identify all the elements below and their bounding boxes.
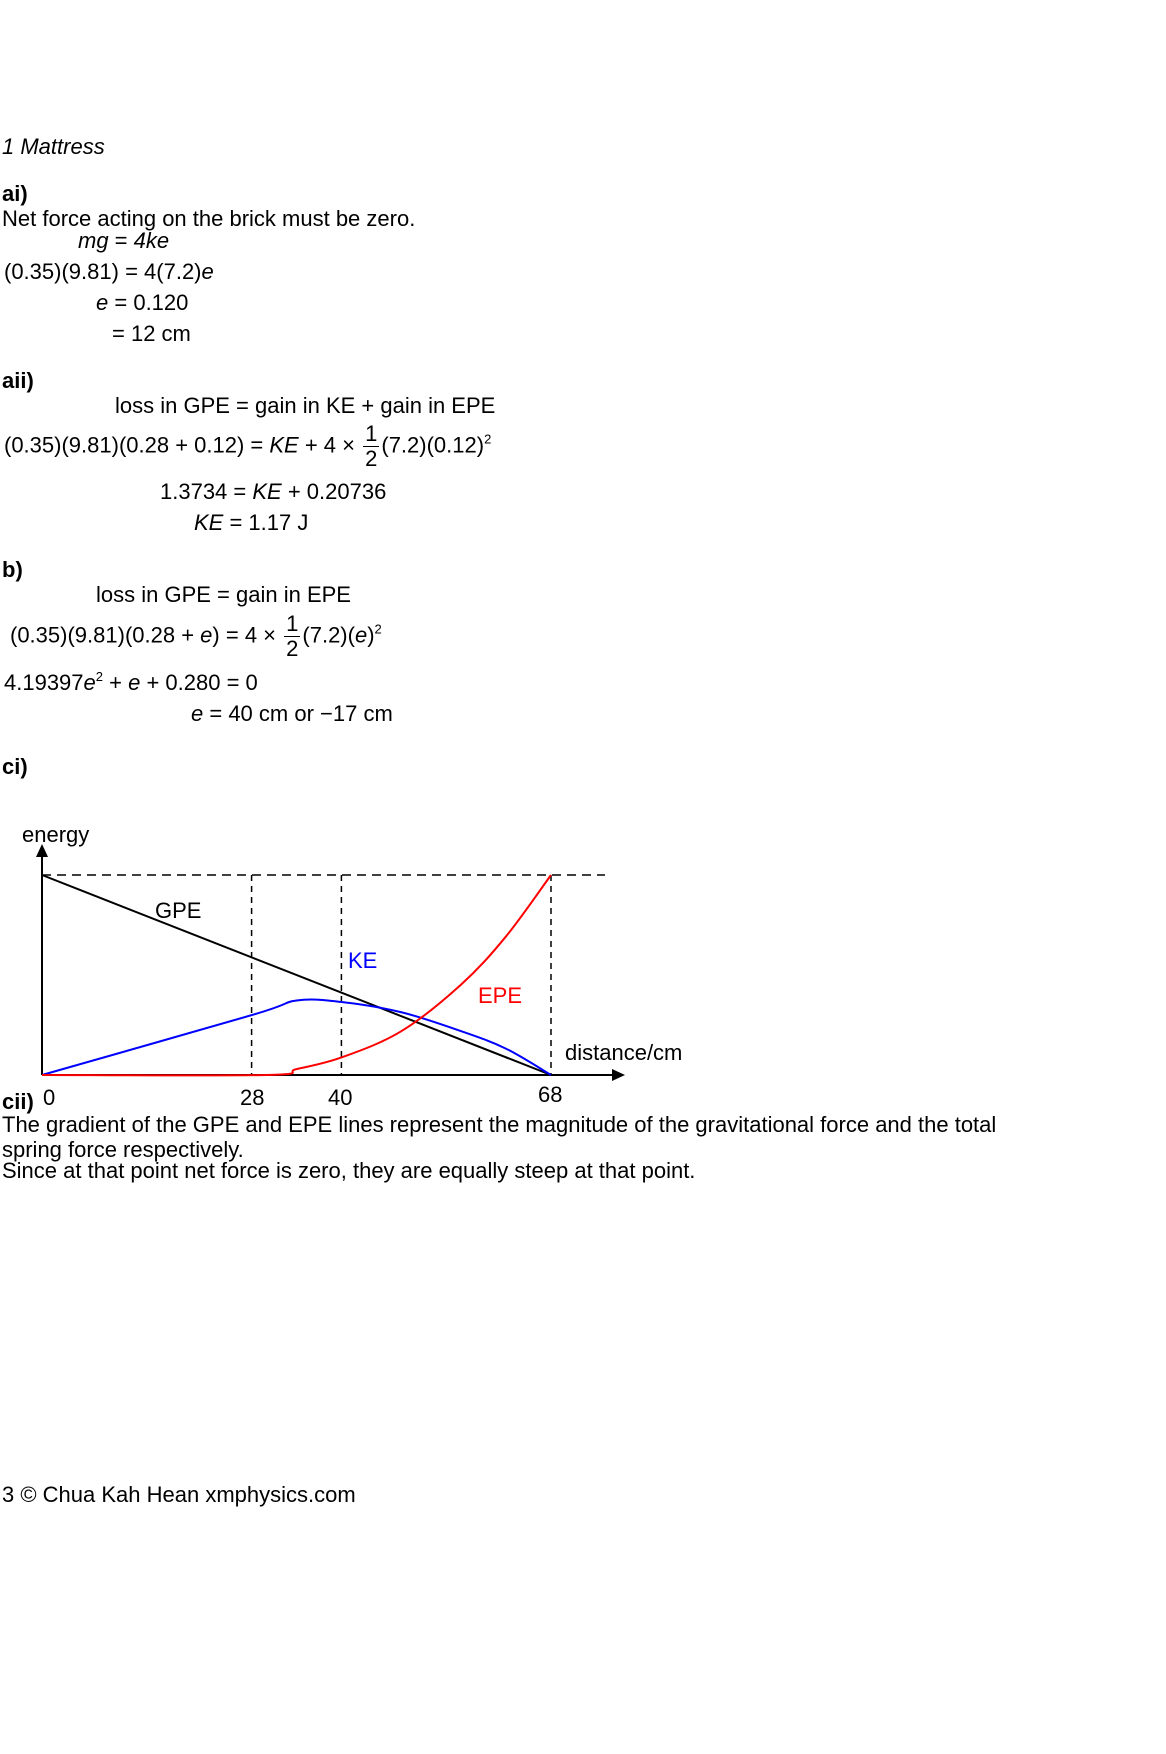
b-equation-1: loss in GPE = gain in EPE [96, 582, 351, 607]
y-axis-label: energy [22, 822, 90, 847]
b-equation-4: e = 40 cm or −17 cm [191, 701, 393, 726]
cii-paragraph-2: Since at that point net force is zero, they are equally steep at that point. [2, 1158, 696, 1183]
b-fraction: $\frac{1}{2}$ [286, 611, 299, 661]
x-axis-label: distance/cm [565, 1040, 683, 1065]
ke-label: KE [348, 948, 378, 973]
document-title: 1 Mattress [2, 134, 105, 159]
gpe-label: GPE [155, 898, 202, 923]
section-ai-label: ai) [2, 181, 28, 206]
x-tick-label-40: 40 [328, 1085, 353, 1110]
section-cii-label: cii) [2, 1089, 34, 1114]
energy-distance-graph [0, 800, 760, 1150]
b-equation-3: $4.19397e^2 + e + 0.280 = 0$ [4, 669, 258, 695]
aii-equation-4: KE = 1.17 J [194, 510, 309, 535]
section-ci-label: ci) [2, 754, 28, 779]
ai-statement: Net force acting on the brick must be zero. [2, 206, 416, 231]
x-tick-label-68: 68 [538, 1082, 563, 1107]
aii-equation-2: (0.35)(9.81)(0.28 + 0.12) = KE + 4 × $\frac{1}{2}$ $(7.2)(0.12)^2$ [4, 421, 492, 471]
x-tick-label-0: 0 [43, 1085, 56, 1110]
ai-equation-3: e = 0.120 [96, 290, 189, 315]
ai-equation-4: = 12 cm [112, 321, 191, 346]
cii-paragraph-1: The gradient of the GPE and EPE lines represent the magnitude of the gravitational force and the total spring force respectively. [2, 1112, 997, 1162]
b-equation-2: (0.35)(9.81)(0.28 + e) = 4 × $\frac{1}{2}$ $(7.2)(e)^2$ [10, 611, 382, 661]
aii-equation-3: 1.3734 = KE + 0.20736 [160, 479, 387, 504]
ai-equation-2: (0.35)(9.81) = 4(7.2)e [4, 259, 214, 284]
x-tick-label-28: 28 [240, 1085, 265, 1110]
x-axis-arrowhead [612, 1069, 625, 1081]
aii-fraction: $\frac{1}{2}$ [365, 421, 378, 471]
section-aii-label: aii) [2, 368, 34, 393]
aii-equation-1: loss in GPE = gain in KE + gain in EPE [115, 393, 496, 418]
epe-label: EPE [478, 983, 523, 1008]
section-b-label: b) [2, 557, 23, 582]
gpe-curve [42, 875, 551, 1075]
ai-equation-1: mg = 4ke [78, 228, 170, 253]
ke-curve [42, 1000, 551, 1075]
graph-axes [36, 844, 625, 1081]
page-footer: 3 © Chua Kah Hean xmphysics.com [2, 1482, 356, 1507]
